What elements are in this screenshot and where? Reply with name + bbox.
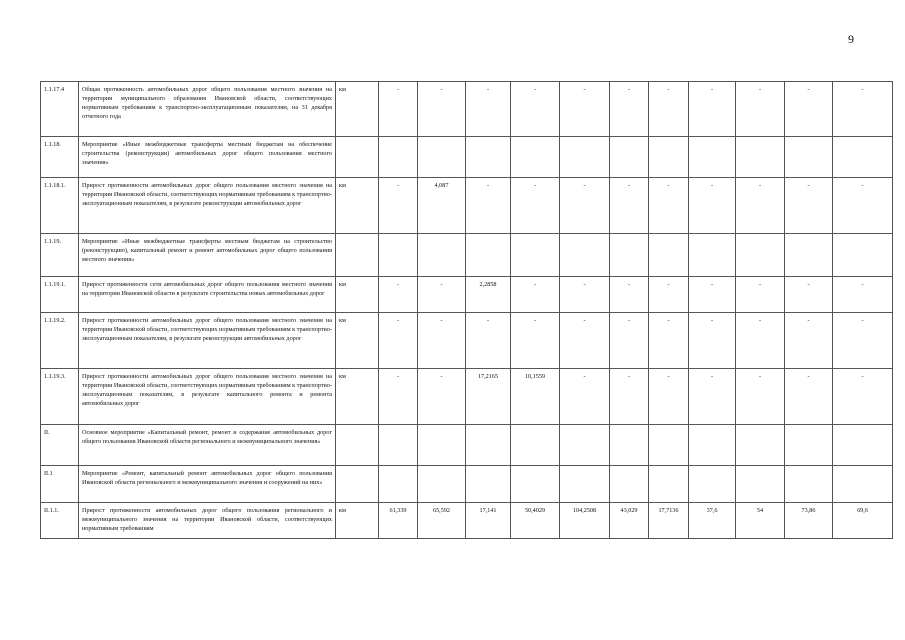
- row-value: [511, 234, 560, 277]
- row-value: -: [466, 313, 511, 369]
- row-value: 4,087: [418, 178, 466, 234]
- row-code: 1.1.19.3.: [41, 369, 79, 425]
- row-value: -: [466, 82, 511, 137]
- row-value: [418, 425, 466, 466]
- row-value: [379, 234, 418, 277]
- row-value: -: [560, 178, 610, 234]
- row-value: [689, 466, 736, 503]
- row-value: [649, 425, 689, 466]
- indicator-table: [40, 81, 893, 539]
- row-value: -: [379, 369, 418, 425]
- row-value: [560, 234, 610, 277]
- row-value: -: [610, 277, 649, 313]
- table-row: [41, 313, 893, 369]
- row-value: [466, 234, 511, 277]
- row-value: 17,141: [466, 503, 511, 539]
- row-description: Прирост протяженности автомобильных дорог общего пользования регионального и межмуниципального значения на территории Ивановской области, соответствующих нормативным требованиям: [79, 503, 336, 539]
- row-value: -: [785, 313, 833, 369]
- row-description: Мероприятие «Иные межбюджетные трансферты местным бюджетам на обеспечение строительства (реконструкции) автомобильных дорог общего пользования местного значения»: [79, 137, 336, 178]
- row-value: [689, 234, 736, 277]
- row-value: [649, 466, 689, 503]
- row-value: [560, 425, 610, 466]
- row-value: [610, 234, 649, 277]
- row-value: [649, 234, 689, 277]
- row-value: -: [785, 277, 833, 313]
- row-value: -: [418, 313, 466, 369]
- row-value: [560, 137, 610, 178]
- row-value: -: [649, 277, 689, 313]
- row-unit: км: [336, 277, 379, 313]
- row-value: 10,1559: [511, 369, 560, 425]
- row-unit: [336, 137, 379, 178]
- row-description: Прирост протяженности автомобильных дорог общего пользования местного значения на территории Ивановской области, соответствующих нормативным требованиям к транспортно-эксплуатационным показателям, в результате реконструкции автомобильных дорог: [79, 178, 336, 234]
- row-value: -: [610, 82, 649, 137]
- row-value: 17,7136: [649, 503, 689, 539]
- row-value: [418, 234, 466, 277]
- row-value: [689, 425, 736, 466]
- page-number: 9: [848, 32, 854, 46]
- row-code: 1.1.18.: [41, 137, 79, 178]
- row-value: -: [785, 369, 833, 425]
- row-value: [418, 137, 466, 178]
- row-value: 73,86: [785, 503, 833, 539]
- row-value: [833, 234, 893, 277]
- row-value: [833, 137, 893, 178]
- row-value: -: [785, 178, 833, 234]
- row-value: [785, 466, 833, 503]
- row-description: Мероприятие «Ремонт, капитальный ремонт автомобильных дорог общего пользования Ивановской области регионального и межмуниципального значения и сооружений на них»: [79, 466, 336, 503]
- row-value: -: [511, 277, 560, 313]
- row-value: [466, 466, 511, 503]
- row-value: [785, 234, 833, 277]
- row-value: [736, 425, 785, 466]
- row-value: [736, 466, 785, 503]
- row-unit: [336, 466, 379, 503]
- row-description: Мероприятие «Иные межбюджетные трансферты местным бюджетам на строительство (реконструкцию), капитальный ремонт и ремонт автомобильных дорог общего пользования местного значения»: [79, 234, 336, 277]
- row-value: -: [649, 369, 689, 425]
- row-value: -: [833, 82, 893, 137]
- row-value: [785, 137, 833, 178]
- row-value: [736, 234, 785, 277]
- row-unit: км: [336, 82, 379, 137]
- row-unit: км: [336, 503, 379, 539]
- row-description: Общая протяженность автомобильных дорог общего пользования местного значения на территории муниципального образования Ивановской области, соответствующих нормативным требованиям к транспортно-эксплуатационным показателям, на 31 декабря отчетного года: [79, 82, 336, 137]
- row-description: Прирост протяженности автомобильных дорог общего пользования местного значения на территории Ивановской области, соответствующих нормативным требованиям к транспортно-эксплуатационным показателям, в результате реконструкции автомобильных дорог: [79, 313, 336, 369]
- row-value: -: [649, 82, 689, 137]
- row-value: -: [689, 313, 736, 369]
- row-value: -: [689, 178, 736, 234]
- row-value: -: [649, 178, 689, 234]
- row-value: 104,2508: [560, 503, 610, 539]
- row-value: -: [418, 277, 466, 313]
- row-value: -: [833, 178, 893, 234]
- row-code: 1.1.19.: [41, 234, 79, 277]
- row-value: -: [379, 313, 418, 369]
- row-value: -: [511, 82, 560, 137]
- row-value: -: [466, 178, 511, 234]
- row-value: 37,6: [689, 503, 736, 539]
- row-unit: км: [336, 178, 379, 234]
- row-code: 1.1.18.1.: [41, 178, 79, 234]
- row-code: II.: [41, 425, 79, 466]
- row-description: Основное мероприятие «Капитальный ремонт, ремонт и содержание автомобильных дорог общего пользования Ивановской области регионального и межмуниципального значения»: [79, 425, 336, 466]
- table-row: [41, 277, 893, 313]
- row-value: -: [833, 369, 893, 425]
- table-row: [41, 425, 893, 466]
- row-value: [466, 425, 511, 466]
- row-value: [736, 137, 785, 178]
- row-value: 61,339: [379, 503, 418, 539]
- row-value: -: [511, 313, 560, 369]
- row-unit: км: [336, 369, 379, 425]
- row-value: [379, 425, 418, 466]
- row-value: [379, 466, 418, 503]
- table-row: [41, 82, 893, 137]
- row-value: -: [689, 277, 736, 313]
- row-value: -: [736, 178, 785, 234]
- row-value: -: [511, 178, 560, 234]
- table-row: [41, 466, 893, 503]
- row-value: -: [736, 369, 785, 425]
- row-value: [466, 137, 511, 178]
- row-value: [511, 137, 560, 178]
- table-row: [41, 369, 893, 425]
- row-value: 54: [736, 503, 785, 539]
- row-value: -: [649, 313, 689, 369]
- row-code: II.1.1.: [41, 503, 79, 539]
- row-value: 43,029: [610, 503, 649, 539]
- table-row: [41, 178, 893, 234]
- row-value: [418, 466, 466, 503]
- row-code: 1.1.19.1.: [41, 277, 79, 313]
- row-value: [511, 425, 560, 466]
- row-value: -: [736, 82, 785, 137]
- row-value: -: [736, 277, 785, 313]
- row-value: -: [560, 82, 610, 137]
- row-value: [649, 137, 689, 178]
- row-value: [560, 466, 610, 503]
- row-value: -: [736, 313, 785, 369]
- row-value: -: [379, 178, 418, 234]
- table-row: [41, 503, 893, 539]
- row-description: Прирост протяженности автомобильных дорог общего пользования местного значения на территории Ивановской области, соответствующих нормативным требованиям к транспортно-эксплуатационным показателям, в результате капитального ремонта и ремонта автомобильных дорог: [79, 369, 336, 425]
- row-value: -: [560, 313, 610, 369]
- row-unit: км: [336, 313, 379, 369]
- row-unit: [336, 425, 379, 466]
- row-value: -: [379, 277, 418, 313]
- row-description: Прирост протяженности сети автомобильных дорог общего пользования местного значения на территории Ивановской области в результате строительства новых автомобильных дорог: [79, 277, 336, 313]
- row-value: [833, 425, 893, 466]
- row-value: -: [689, 369, 736, 425]
- row-value: -: [379, 82, 418, 137]
- row-value: [610, 137, 649, 178]
- row-code: 1.1.19.2.: [41, 313, 79, 369]
- row-value: -: [418, 82, 466, 137]
- row-value: [511, 466, 560, 503]
- table-row: [41, 137, 893, 178]
- row-value: 50,4029: [511, 503, 560, 539]
- row-value: [785, 425, 833, 466]
- row-value: -: [560, 277, 610, 313]
- row-code: II.1: [41, 466, 79, 503]
- row-value: -: [610, 313, 649, 369]
- row-unit: [336, 234, 379, 277]
- row-value: -: [418, 369, 466, 425]
- row-value: 69,6: [833, 503, 893, 539]
- row-value: -: [689, 82, 736, 137]
- row-value: 2,2858: [466, 277, 511, 313]
- table-row: [41, 234, 893, 277]
- row-value: -: [610, 369, 649, 425]
- row-value: -: [833, 313, 893, 369]
- row-code: 1.1.17.4: [41, 82, 79, 137]
- row-value: -: [560, 369, 610, 425]
- row-value: 65,592: [418, 503, 466, 539]
- row-value: 17,2165: [466, 369, 511, 425]
- row-value: -: [833, 277, 893, 313]
- row-value: -: [610, 178, 649, 234]
- row-value: [610, 466, 649, 503]
- row-value: [379, 137, 418, 178]
- row-value: -: [785, 82, 833, 137]
- row-value: [689, 137, 736, 178]
- row-value: [833, 466, 893, 503]
- row-value: [610, 425, 649, 466]
